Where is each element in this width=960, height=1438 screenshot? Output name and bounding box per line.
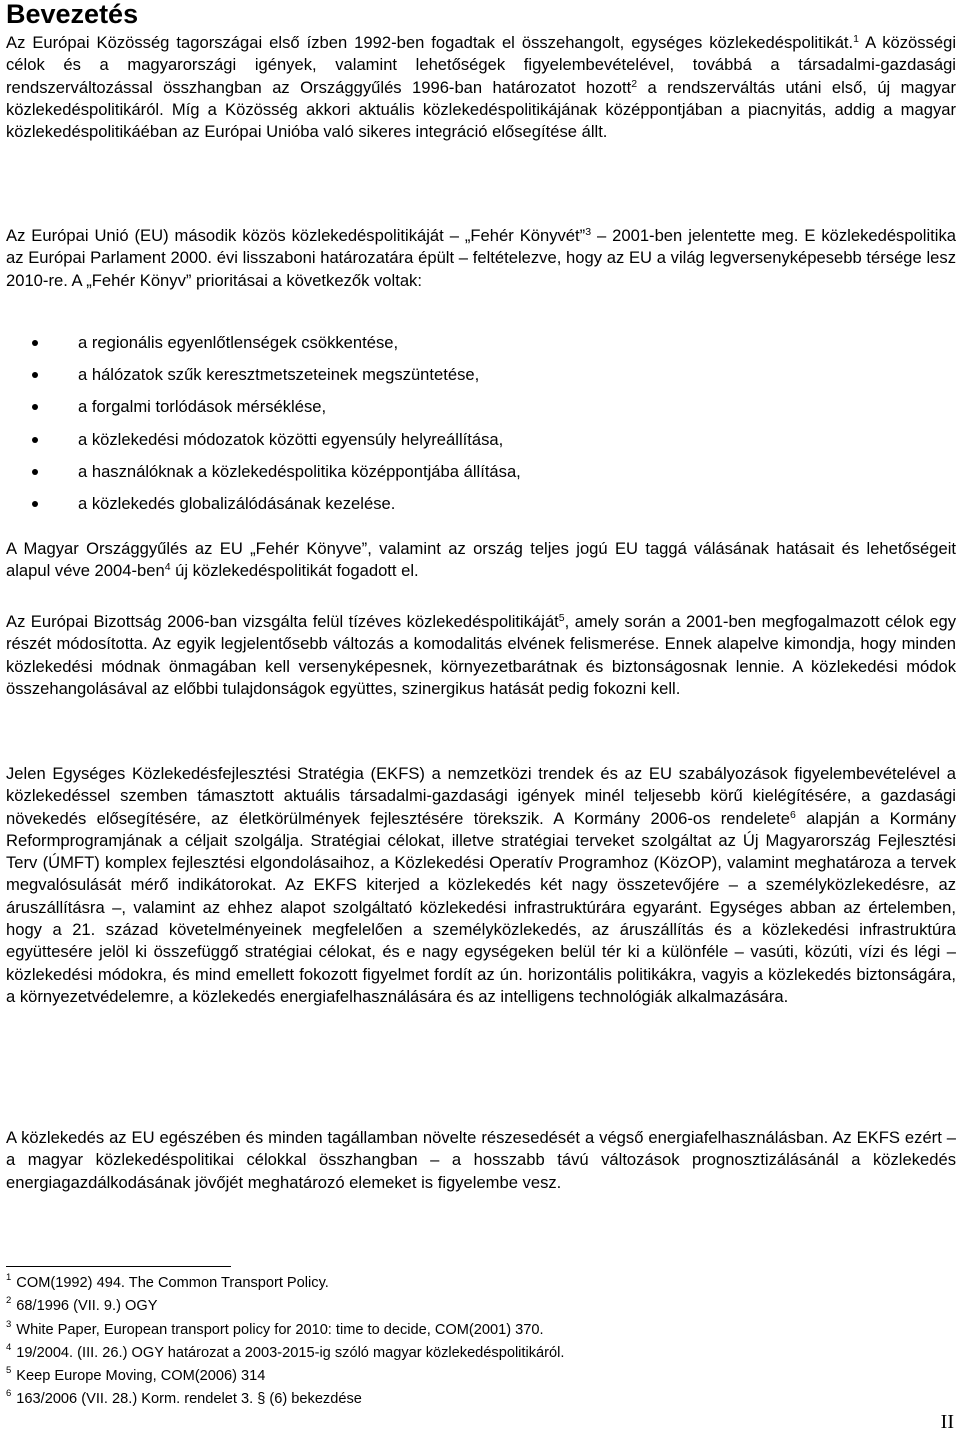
footnote: $^1$ COM(1992) 494. The Common Transport Policy. bbox=[6, 1272, 329, 1291]
paragraph-text: Jelen Egységes Közlekedésfejlesztési Stratégia (EKFS) a nemzetközi trendek és az EU szabályozások figyelembevételével a közlekedéssel szemben támasztott aktuális társadalmi-gazdasági igények minél teljesebb körű kielégítésére, a gazdasági növekedés elősegítésére, az életkörülmények fejlesztésére törekszik. A Kormány 2006-os rendelete bbox=[6, 764, 956, 828]
paragraph-commission bbox=[6, 611, 956, 700]
footnote-ref: 2 bbox=[631, 77, 638, 90]
footnote-ref: 1 bbox=[853, 33, 859, 45]
footnote-ref: 4 bbox=[164, 561, 171, 574]
bullet-icon bbox=[32, 404, 38, 410]
bullet-icon bbox=[32, 501, 38, 507]
paragraph-text: új közlekedéspolitikát fogadott el. bbox=[170, 561, 419, 581]
paragraph-text: , amely során a 2001-ben megfogalmazott célok egy részét módosította. Az egyik legjelentősebb változás a komodalitás elvének felismerése. Ennek alapelve kimondja, hogy minden közlekedési módnak önmagában kell versenyképesnek, környezetbarátnak és biztonságosnak lennie. A közlekedési módok összehangolásával az előbbi tulajdonságok együttes, szinergikus hatását pedig fokozni kell. bbox=[6, 612, 957, 698]
paragraph-text: Az Európai Közösség tagországai első ízben 1992-ben fogadtak el összehangolt, egységes közlekedéspolitikát. bbox=[6, 33, 854, 52]
footnote-divider bbox=[6, 1266, 231, 1267]
bullet-icon bbox=[32, 437, 38, 443]
paragraph-text: alapján a Kormány Reformprogramjának a céljait szolgálja. Stratégiai célokat, illetve stratégiai terveket szolgáltat az Új Magyarország Fejlesztési Terv (ÚMFT) komplex fejlesztési elgondolásaihoz, a Közlekedési Operatív Programhoz (KözOP), valamint meghatároza a tervek megvalósulását mérő indikátorokat. Az EKFS kiterjed a közlekedés két nagy összetevőjére – a személyközlekedésre, az áruszállításra –, valamint az ehhez alapot szolgáltató közlekedési infrastruktúrára egyaránt. Egységes abban az értelemben, hogy a 21. század követelményeinek megfelelően a személyközlekedés, az áruszállítás és a közlekedési infrastruktúra együttesére jelöl ki összefüggő stratégiai célokat, és e nagy egységeken belül tér ki a különféle – vasúti, közúti, vízi és légi – közlekedési módokra, és mind emellett fokozott figyelmet fordít az ún. horizontális politikákra, vagyis a közlekedés biztonságára, a környezetvédelemre, a közlekedés energiafelhasználására és az intelligens technológiák alkalmazására. bbox=[6, 808, 956, 1006]
list-item: a használóknak a közlekedéspolitika középpontjába állítása, bbox=[6, 456, 956, 488]
footnote: $^6$ 163/2006 (VII. 28.) Korm. rendelet 3. § (6) bekezdése bbox=[6, 1388, 362, 1408]
footnote: $^5$ Keep Europe Moving, COM(2006) 314 bbox=[6, 1365, 266, 1385]
footnote-ref: 6 bbox=[789, 808, 796, 821]
paragraph-white-paper bbox=[6, 225, 956, 292]
list-item: a közlekedési módozatok közötti egyensúly helyreállítása, bbox=[6, 424, 956, 456]
list-item: a hálózatok szűk keresztmetszeteinek megszüntetése, bbox=[6, 359, 956, 391]
paragraph-ekfs bbox=[6, 763, 956, 1008]
footnote: $^3$ White Paper, European transport policy for 2010: time to decide, COM(2001) 370. bbox=[6, 1318, 544, 1338]
paragraph-text: – 2001-ben jelentette meg. E közlekedéspolitika az Európai Parlament 2000. évi lisszaboni határozatára épült – feltételezve, hogy az EU a világ legversenyképesebb térsége lesz 2010-re. A „Fehér Könyv” prioritásai a következők voltak: bbox=[6, 226, 957, 290]
bullet-icon bbox=[32, 340, 38, 346]
footnote: $^4$ 19/2004. (III. 26.) OGY határozat a 2003-2015-ig szóló magyar közlekedéspolitikáról. bbox=[6, 1341, 565, 1361]
bullet-icon bbox=[32, 469, 38, 475]
paragraph-text: A Magyar Országgyűlés az EU „Fehér Könyve”, valamint az ország teljes jogú EU taggá válásának hatásait és lehetőségeit alapul véve 2004-ben bbox=[6, 539, 956, 581]
page-number: II bbox=[940, 1411, 954, 1433]
paragraph-text: Az Európai Unió (EU) második közös közlekedéspolitikáját – „Fehér Könyvét” bbox=[6, 226, 586, 245]
priority-list bbox=[6, 327, 956, 520]
paragraph-text: Míg a Közösség akkori aktuális közlekedéspolitikájának középpontjában a piacnyitás, addig a magyar közlekedéspolitikáéban az Európai Unióba való sikeres integráció elősegítése állt. bbox=[6, 99, 956, 142]
list-item: a regionális egyenlőtlenségek csökkentése, bbox=[6, 327, 956, 359]
list-item: a közlekedés globalizálódásának kezelése. bbox=[6, 488, 956, 520]
bullet-icon bbox=[32, 372, 38, 378]
footnote: $^2$ 68/1996 (VII. 9.) OGY bbox=[6, 1295, 158, 1315]
list-item: a forgalmi torlódások mérséklése, bbox=[6, 391, 956, 423]
paragraph-parliament bbox=[6, 538, 956, 583]
paragraph-intro bbox=[6, 32, 956, 143]
footnote-ref: 3 bbox=[585, 226, 592, 238]
paragraph-text: A közösségi célok és a magyarországi igények, valamint lehetőségek figyelembevételével, továbbá a társadalmi-gazdasági rendszerváltozással összhangban az Országgyűlés 1996-ban határozatot hozott bbox=[6, 33, 957, 97]
paragraph-energy: A közlekedés az EU egészében és minden tagállamban növelte részesedését a végső energiafelhasználásban. Az EKFS ezért – a magyar közlekedéspolitikai célokkal összhangban – a hosszabb távú változások prognosztizálásánál a közlekedés energiagazdálkodásának jövőjét meghatározó elemeket is figyelembe vesz. bbox=[6, 1128, 956, 1192]
paragraph-text: Az Európai Bizottság 2006-ban vizsgálta felül tízéves közlekedéspolitikáját bbox=[6, 612, 559, 631]
page-title: Bevezetés bbox=[6, 0, 139, 29]
footnote-ref: 5 bbox=[558, 612, 565, 624]
paragraph-text: a rendszerváltás utáni első, új magyar közlekedéspolitikáról. bbox=[6, 77, 956, 119]
footnotes bbox=[6, 1272, 906, 1412]
